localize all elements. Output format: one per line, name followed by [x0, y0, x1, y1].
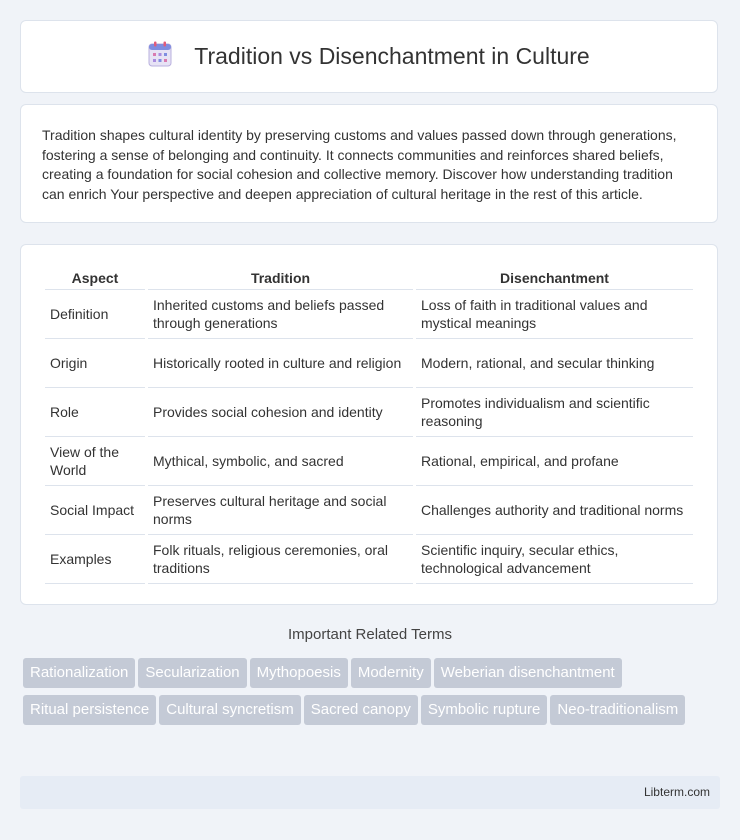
related-term-tag[interactable]: Rationalization	[23, 658, 135, 688]
table-row	[45, 437, 693, 486]
intro-text: Tradition shapes cultural identity by preserving customs and values passed down through generations, fostering a sense of belonging and continuity. It connects communities and reinforces shared beliefs, creating a foundation for social cohesion and collective memory. Discover how understanding tradition can enrich Your perspective and deepen appreciation of cultural heritage in the rest of this article.	[42, 127, 677, 202]
related-term-tag[interactable]: Modernity	[351, 658, 431, 688]
table-cell: Rational, empirical, and profane	[416, 437, 693, 486]
column-header-tradition: Tradition	[148, 267, 413, 290]
table-cell: Loss of faith in traditional values and mystical meanings	[416, 290, 693, 339]
table-header-row	[45, 267, 693, 290]
table-cell: Modern, rational, and secular thinking	[416, 339, 693, 388]
table-cell: Role	[45, 388, 145, 437]
footer-site-link[interactable]: Libterm.com	[643, 785, 710, 799]
table-cell: Preserves cultural heritage and social norms	[148, 486, 413, 535]
table-row	[45, 535, 693, 584]
table-cell: Examples	[45, 535, 145, 584]
table-row	[45, 339, 693, 388]
related-term-tag[interactable]: Secularization	[138, 658, 246, 688]
table-cell: Definition	[45, 290, 145, 339]
related-terms-title: Important Related Terms	[288, 626, 452, 643]
table-cell: Scientific inquiry, secular ethics, technological advancement	[416, 535, 693, 584]
table-cell: Origin	[45, 339, 145, 388]
related-term-tag[interactable]: Cultural syncretism	[159, 695, 301, 725]
related-term-tag[interactable]: Ritual persistence	[23, 695, 156, 725]
table-cell: Social Impact	[45, 486, 145, 535]
table-cell: Folk rituals, religious ceremonies, oral traditions	[148, 535, 413, 584]
related-term-tag[interactable]: Mythopoesis	[250, 658, 348, 688]
table-cell: Promotes individualism and scientific reasoning	[416, 388, 693, 437]
related-term-tag[interactable]: Weberian disenchantment	[434, 658, 622, 688]
table-cell: View of the World	[45, 437, 145, 486]
table-row	[45, 290, 693, 339]
table-cell: Challenges authority and traditional norms	[416, 486, 693, 535]
related-terms-list	[23, 658, 723, 732]
related-term-tag[interactable]: Sacred canopy	[304, 695, 418, 725]
comparison-table	[42, 267, 696, 584]
footer	[20, 776, 720, 809]
header-card	[20, 20, 718, 93]
column-header-disenchantment: Disenchantment	[416, 267, 693, 290]
calendar-icon	[148, 41, 172, 72]
table-row	[45, 388, 693, 437]
table-cell: Historically rooted in culture and religion	[148, 339, 413, 388]
intro-card	[20, 104, 718, 223]
page-title: Tradition vs Disenchantment in Culture	[194, 43, 590, 69]
table-cell: Mythical, symbolic, and sacred	[148, 437, 413, 486]
table-cell: Provides social cohesion and identity	[148, 388, 413, 437]
related-term-tag[interactable]: Symbolic rupture	[421, 695, 548, 725]
table-row	[45, 486, 693, 535]
related-term-tag[interactable]: Neo-traditionalism	[550, 695, 685, 725]
table-cell: Inherited customs and beliefs passed through generations	[148, 290, 413, 339]
column-header-aspect: Aspect	[45, 267, 145, 290]
comparison-card	[20, 244, 718, 605]
